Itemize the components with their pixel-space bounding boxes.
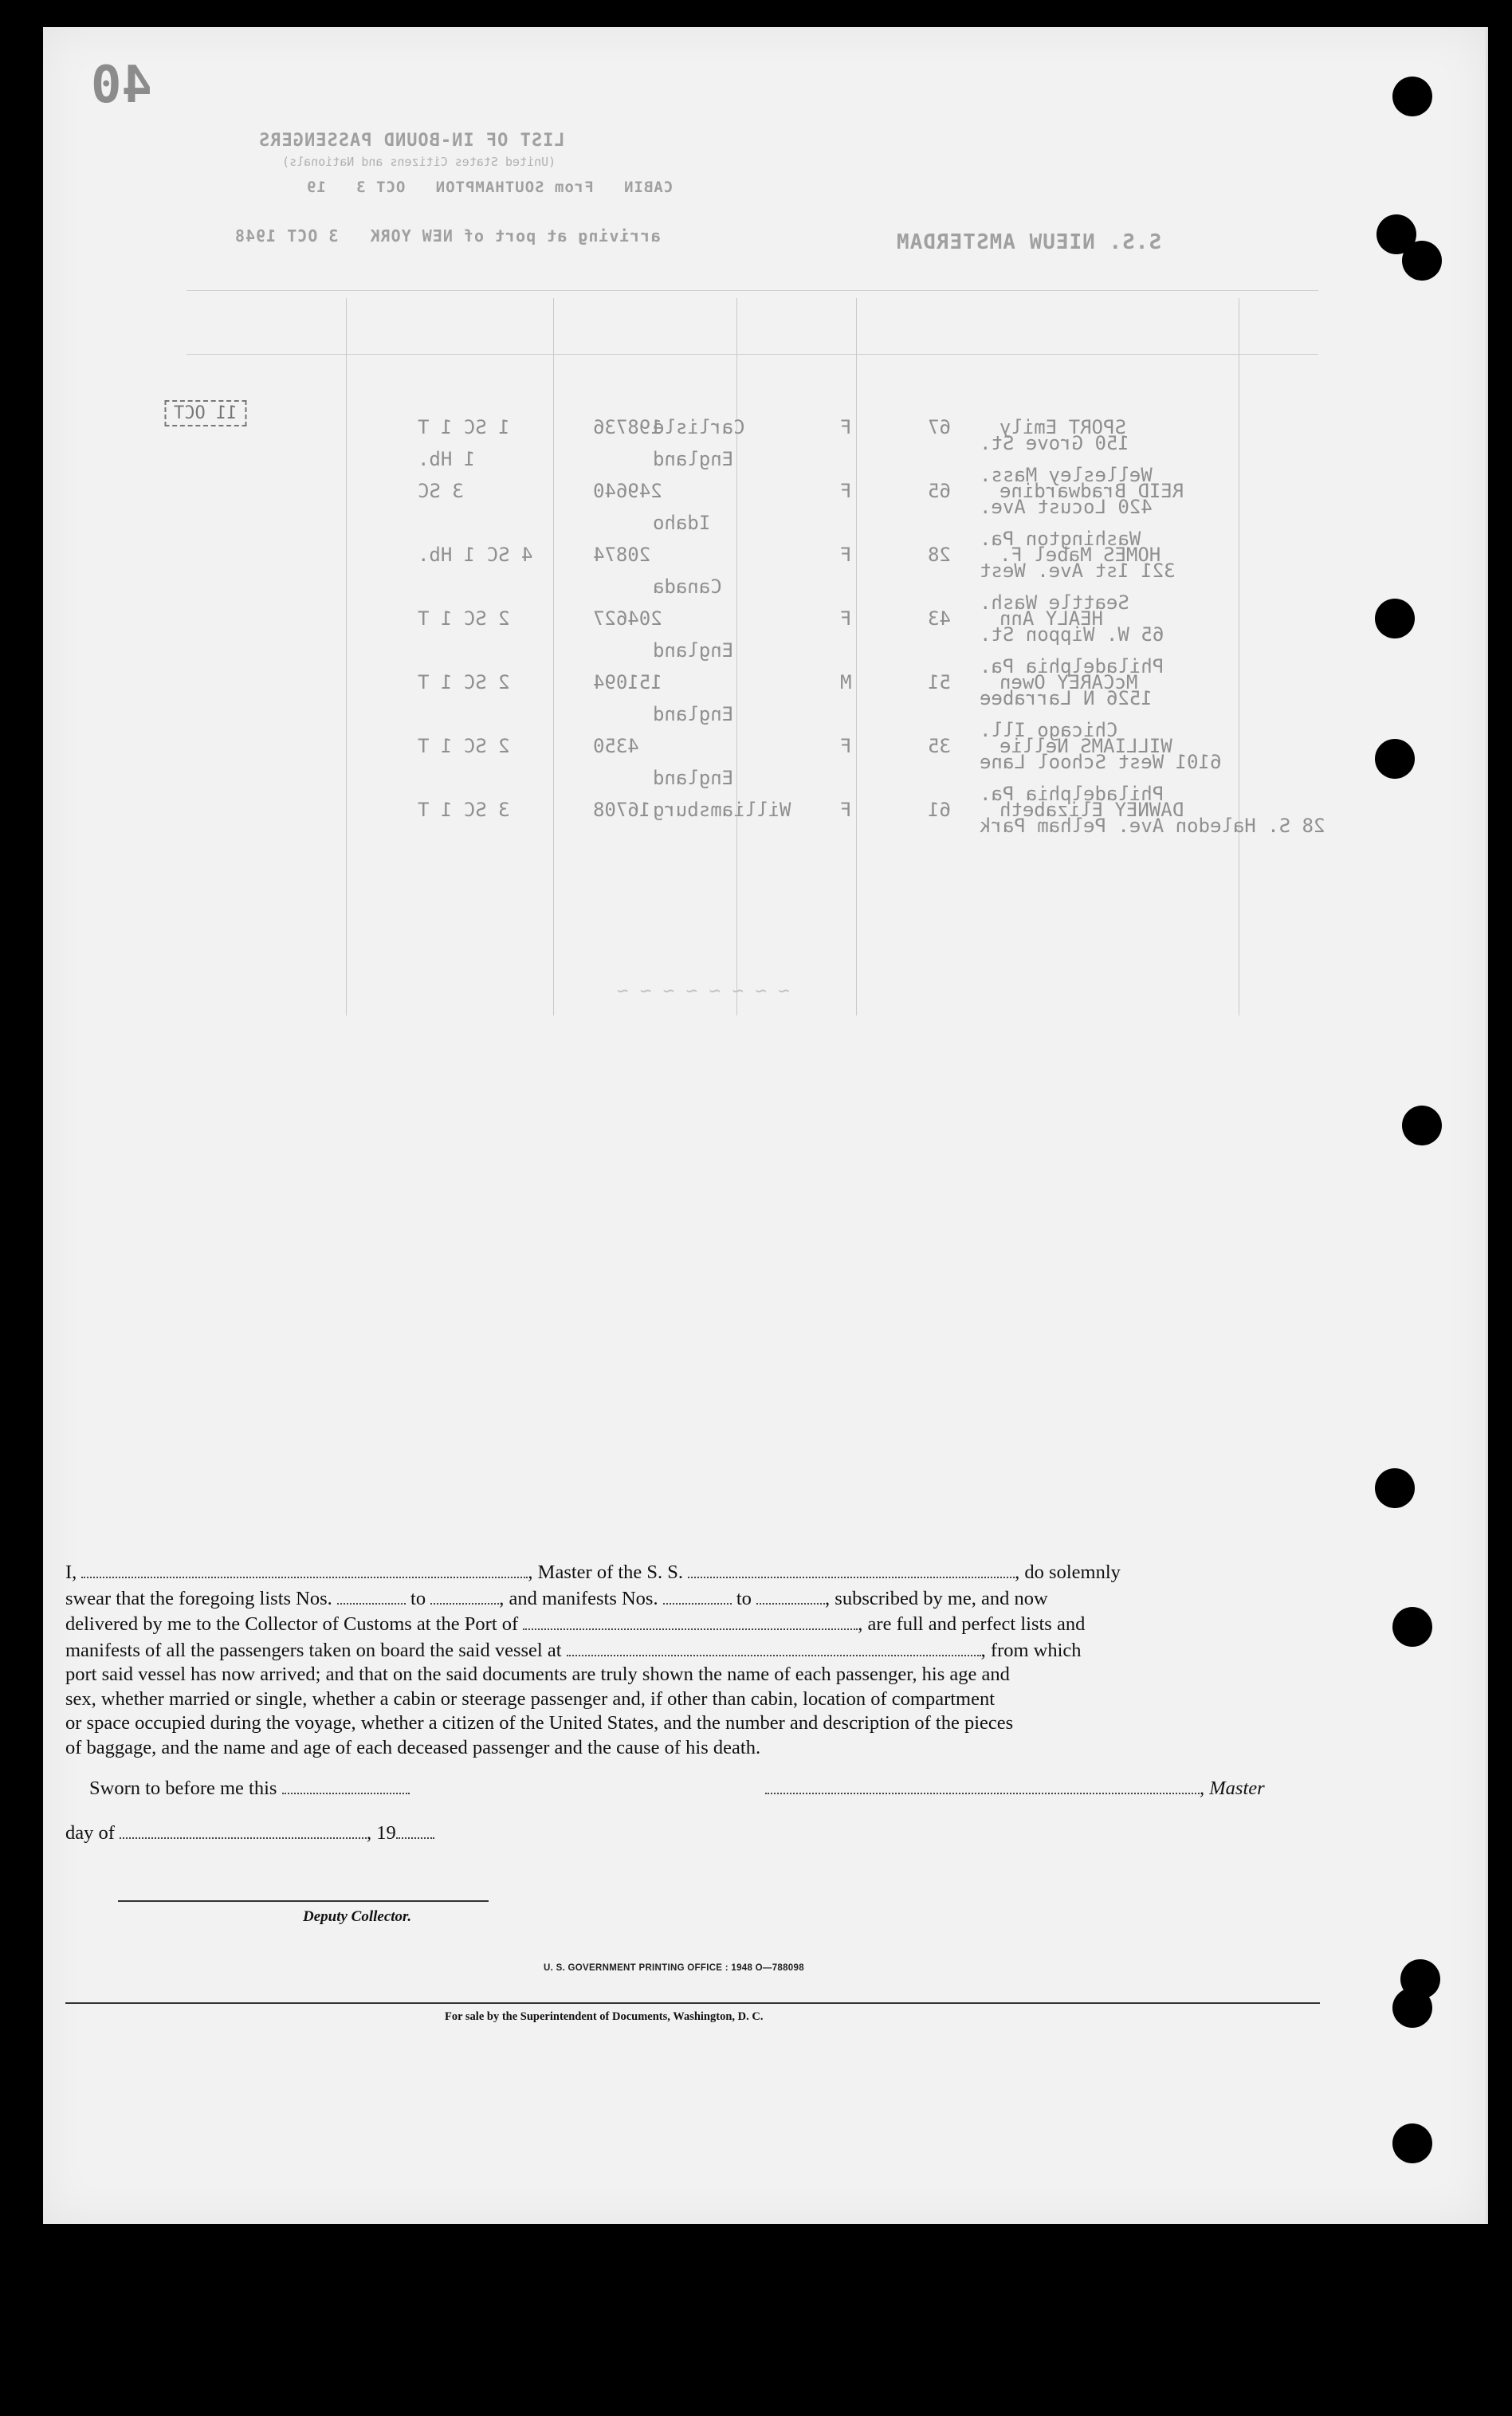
bleed-page-number: 40 — [91, 56, 153, 115]
bleed-cell-addr: Chicago Ill. — [980, 719, 1118, 741]
bleed-cell-age: 61 — [928, 799, 951, 821]
oath-text: to — [736, 1587, 752, 1609]
bleed-cell-addr: Philadelphia Pa. — [980, 655, 1164, 678]
port-blank — [523, 1611, 858, 1630]
bleed-cell-place: England — [653, 448, 734, 470]
bleed-rule — [187, 354, 1318, 355]
bleed-cell-addr: 28 S. Haledon Ave. Pelham Park — [980, 815, 1325, 837]
oath-text: , are full and perfect lists and — [858, 1613, 1086, 1636]
oath-paragraph — [65, 1559, 1319, 1760]
bleed-cell-place: England — [653, 767, 734, 789]
for-sale-note: For sale by the Superintendent of Documents, Washington, D. C. — [445, 2010, 764, 2023]
oath-text: manifests of all the passengers taken on board the said vessel at — [65, 1639, 562, 1661]
sworn-label: Sworn to before me this — [89, 1778, 277, 1800]
bleed-header-line: (United States Citizens and Nationals) — [282, 155, 556, 169]
punch-hole — [1392, 1607, 1432, 1647]
oath-text: , from which — [980, 1639, 1082, 1661]
bleed-cell-sex: F — [840, 544, 852, 566]
master-label: , Master — [1200, 1778, 1265, 1800]
bleed-cell-place: Carlisle — [653, 416, 745, 438]
punch-hole — [1392, 2123, 1432, 2163]
bleed-cell-place: England — [653, 639, 734, 662]
oath-text: , Master of the S. S. — [528, 1562, 684, 1584]
bleed-stamp: 11 OCT — [164, 400, 246, 426]
bleed-cell-name: DAWNEY Elizabeth — [999, 799, 1184, 821]
bleed-cell-addr: 6101 West School Lane — [980, 751, 1222, 773]
bleed-cell-bag: 2 SC 1 T — [418, 671, 510, 693]
bleed-cell-addr: 420 Locust Ave. — [980, 496, 1153, 518]
sworn-line — [89, 1775, 410, 1800]
oath-text: delivered by me to the Collector of Customs at the Port of — [65, 1613, 519, 1636]
bleed-cell-name: REID Bradwardine — [999, 480, 1184, 502]
vessel-name-blank — [688, 1559, 1015, 1578]
bleed-cell-bag: 1 SC 1 T — [418, 416, 510, 438]
master-name-blank — [81, 1559, 528, 1578]
master-signature-blank — [765, 1775, 1200, 1794]
punch-hole — [1392, 77, 1432, 116]
bleed-cell-addr: 321 1st Ave. West — [980, 560, 1176, 582]
bleed-cell-bag: 2 SC 1 T — [418, 735, 510, 757]
bleed-cell-age: 51 — [928, 671, 951, 693]
day-of-label: day of — [65, 1822, 115, 1844]
bleed-cell-name: HEALY Ann — [999, 607, 1104, 630]
bleed-cell-bag: 4 SC 1 Hb. — [418, 544, 533, 566]
bleed-cell-addr: 65 W. Wippon St. — [980, 623, 1164, 646]
bleed-cell-sex: F — [840, 799, 852, 821]
bleed-signature: ~ ~ ~ ~ ~ ~ ~ ~ — [617, 980, 790, 1002]
year-label: , 19 — [367, 1822, 396, 1844]
oath-line: sex, whether married or single, whether a cabin or steerage passenger and, if other than cabin, location of compartment — [65, 1687, 996, 1710]
bleed-cell-bag: 3 SC 1 T — [418, 799, 510, 821]
punch-hole — [1392, 1988, 1432, 2028]
bleed-cell-addr: Wellesley Mass. — [980, 464, 1153, 486]
punch-hole — [1375, 739, 1415, 779]
footer-rule — [65, 2002, 1320, 2004]
bleed-cell-num: 16708 — [593, 799, 651, 821]
bleed-cell-addr: Washington Pa. — [980, 528, 1141, 550]
bleed-rule — [736, 298, 737, 1016]
bleed-rule — [346, 298, 347, 1016]
oath-line: of baggage, and the name and age of each deceased passenger and the cause of his death. — [65, 1736, 761, 1758]
bleed-cell-num: 20874 — [593, 544, 651, 566]
bleed-cell-num: 151094 — [593, 671, 662, 693]
punch-hole — [1402, 1106, 1442, 1145]
bleed-cell-age: 65 — [928, 480, 951, 502]
bleed-cell-name: McCAREY Owen — [999, 671, 1138, 693]
list-from-blank — [337, 1585, 406, 1605]
oath-text: , do solemnly — [1015, 1562, 1121, 1584]
day-blank — [120, 1820, 367, 1839]
bleed-cell-sex: F — [840, 735, 852, 757]
bleed-header-line: LIST OF IN-BOUND PASSENGERS — [258, 131, 565, 151]
bleed-cell-place: Canada — [653, 576, 722, 598]
bleed-header-line: arriving at port of NEW YORK 3 OCT 1948 — [234, 226, 661, 246]
oath-line — [65, 1611, 1319, 1637]
bleed-rule — [553, 298, 554, 1016]
bleed-cell-place: England — [653, 703, 734, 725]
manifest-from-blank — [663, 1585, 732, 1605]
bleed-cell-age: 43 — [928, 607, 951, 630]
oath-line — [65, 1559, 1319, 1585]
oath-line — [65, 1637, 1319, 1664]
bleed-rule — [856, 298, 857, 1016]
departure-port-blank — [567, 1637, 981, 1656]
oath-line: port said vessel has now arrived; and that on the said documents are truly shown the name of each passenger, his age and — [65, 1664, 1010, 1686]
bleed-cell-num: 4350 — [593, 735, 639, 757]
oath-text: , subscribed by me, and now — [825, 1587, 1048, 1609]
bleed-cell-name: WILLIAMS Nellie — [999, 735, 1172, 757]
bleed-rule — [187, 290, 1318, 291]
sworn-date-blank — [282, 1775, 410, 1794]
bleed-cell-addr: 150 Grove St. — [980, 432, 1129, 454]
punch-hole — [1375, 1468, 1415, 1508]
bleed-cell-sex: M — [840, 671, 852, 693]
bleed-cell-bag: 1 Hb. — [418, 448, 476, 470]
bleed-cell-age: 28 — [928, 544, 951, 566]
bleed-cell-name: SPORT Emily — [999, 416, 1126, 438]
bleed-cell-bag: 3 SC — [418, 480, 464, 502]
bleed-cell-bag: 2 SC 1 T — [418, 607, 510, 630]
bleed-cell-addr: Philadelphia Pa. — [980, 783, 1164, 805]
oath-text: swear that the foregoing lists Nos. — [65, 1587, 332, 1609]
bleed-cell-num: 198736 — [593, 416, 662, 438]
printing-office-note: U. S. GOVERNMENT PRINTING OFFICE : 1948 O—788098 — [544, 1963, 804, 1973]
bleed-cell-age: 67 — [928, 416, 951, 438]
deputy-collector-label: Deputy Collector. — [303, 1908, 412, 1925]
day-of-line — [65, 1820, 434, 1844]
bleed-cell-addr: Seattle Wash. — [980, 591, 1129, 614]
punch-hole — [1402, 241, 1442, 281]
document-page — [43, 27, 1488, 2224]
oath-text: , and manifests Nos. — [499, 1587, 658, 1609]
bleed-cell-place: Idaho — [653, 512, 711, 534]
bleed-header-line: S.S. NIEUW AMSTERDAM — [896, 230, 1162, 254]
master-signature-line — [765, 1775, 1265, 1800]
bleed-cell-num: 249640 — [593, 480, 662, 502]
manifest-to-blank — [756, 1585, 825, 1605]
bleed-cell-sex: F — [840, 480, 852, 502]
oath-text: to — [410, 1587, 426, 1609]
bleed-cell-age: 35 — [928, 735, 951, 757]
bleed-cell-addr: 1526 N Larrabee — [980, 687, 1153, 709]
bleed-cell-num: 204627 — [593, 607, 662, 630]
oath-line — [65, 1585, 1319, 1612]
bleed-cell-sex: F — [840, 416, 852, 438]
bleed-cell-sex: F — [840, 607, 852, 630]
year-blank — [396, 1820, 434, 1839]
list-to-blank — [430, 1585, 499, 1605]
bleed-cell-place: Williamsburg — [653, 799, 791, 821]
bleed-through-area — [43, 27, 1486, 1183]
punch-hole — [1375, 599, 1415, 638]
oath-line: or space occupied during the voyage, whether a citizen of the United States, and the number and description of the pieces — [65, 1712, 1014, 1734]
bleed-cell-name: HOMES Mabel F. — [999, 544, 1161, 566]
bleed-header-line: CABIN From SOUTHAMPTON OCT 3 19 — [306, 179, 674, 196]
oath-text: I, — [65, 1562, 77, 1584]
deputy-signature-rule — [118, 1900, 489, 1902]
